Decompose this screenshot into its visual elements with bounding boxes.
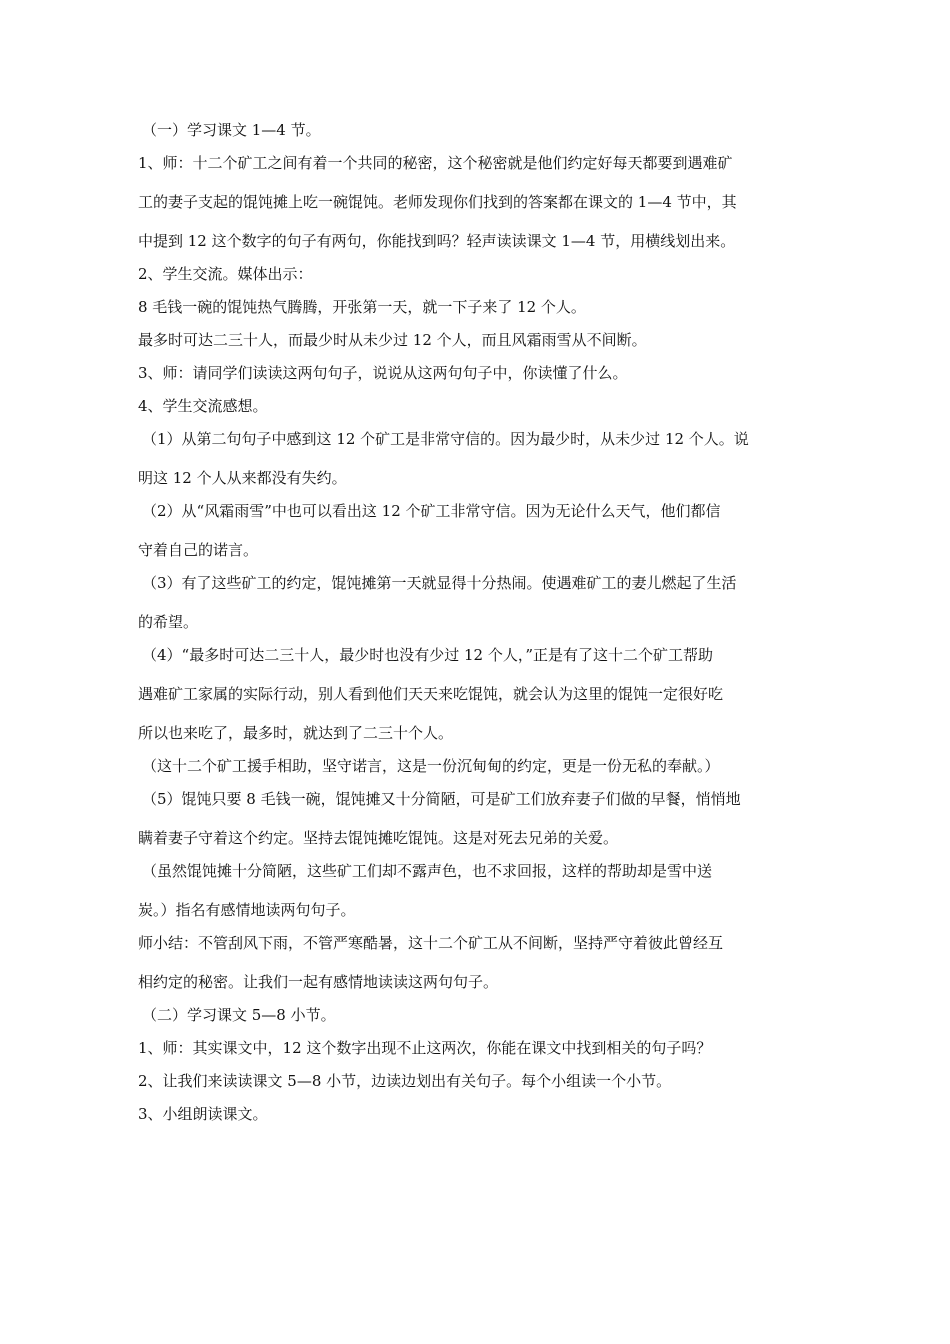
paragraph-line: （这十二个矿工援手相助，坚守诺言，这是一份沉甸甸的约定，更是一份无私的奉献。） (142, 757, 720, 775)
quoted-sentence: 最多时可达二三十人，而最少时从未少过 12 个人，而且风霜雨雪从不间断。 (138, 331, 647, 349)
paragraph-line: 炭。）指名有感情地读两句句子。 (138, 901, 356, 919)
paragraph-line: 遇难矿工家属的实际行动，别人看到他们天天来吃馄饨，就会认为这里的馄饨一定很好吃 (138, 685, 724, 703)
paragraph-line: 瞒着妻子守着这个约定。坚持去馄饨摊吃馄饨。这是对死去兄弟的关爱。 (138, 829, 619, 847)
paragraph-line: （3）有了这些矿工的约定，馄饨摊第一天就显得十分热闹。使遇难矿工的妻儿燃起了生活 (142, 574, 737, 592)
paragraph-line: 2、学生交流。媒体出示： (138, 265, 313, 283)
paragraph-line: 4、学生交流感想。 (138, 397, 268, 415)
section-heading-2: （二）学习课文 5—8 小节。 (142, 1006, 336, 1024)
paragraph-line: （4）“最多时可达二三十人，最少时也没有少过 12 个人，”正是有了这十二个矿工帮助 (142, 646, 714, 664)
paragraph-line: （5）馄饨只要 8 毛钱一碗，馄饨摊又十分简陋，可是矿工们放弃妻子们做的早餐，悄悄地 (142, 790, 741, 808)
paragraph-line: 工的妻子支起的馄饨摊上吃一碗馄饨。老师发现你们找到的答案都在课文的 1—4 节中，其 (138, 193, 737, 211)
paragraph-line: 明这 12 个人从来都没有失约。 (138, 469, 347, 487)
paragraph-line: 中提到 12 这个数字的句子有两句，你能找到吗？轻声读读课文 1—4 节，用横线划出来。 (138, 232, 736, 250)
paragraph-line: 2、让我们来读读课文 5—8 小节，边读边划出有关句子。每个小组读一个小节。 (138, 1072, 672, 1090)
paragraph-line: （1）从第二句句子中感到这 12 个矿工是非常守信的。因为最少时，从未少过 12 个人。说 (142, 430, 749, 448)
paragraph-line: 的希望。 (138, 613, 199, 631)
paragraph-line: （2）从“风霜雨雪”中也可以看出这 12 个矿工非常守信。因为无论什么天气，他们都信 (142, 502, 721, 520)
paragraph-line: 1、师：其实课文中，12 这个数字出现不止这两次，你能在课文中找到相关的句子吗？ (138, 1039, 712, 1057)
paragraph-line: 3、小组朗读课文。 (138, 1105, 268, 1123)
paragraph-line: 相约定的秘密。让我们一起有感情地读读这两句句子。 (138, 973, 499, 991)
section-heading-1: （一）学习课文 1—4 节。 (142, 121, 321, 139)
paragraph-line: 师小结：不管刮风下雨，不管严寒酷暑，这十二个矿工从不间断，坚持严守着彼此曾经互 (138, 934, 724, 952)
paragraph-line: 守着自己的诺言。 (138, 541, 259, 559)
paragraph-line: 所以也来吃了，最多时，就达到了二三十个人。 (138, 724, 454, 742)
paragraph-line: （虽然馄饨摊十分简陋，这些矿工们却不露声色，也不求回报，这样的帮助却是雪中送 (142, 862, 713, 880)
paragraph-line: 3、师：请同学们读读这两句句子，说说从这两句句子中，你读懂了什么。 (138, 364, 628, 382)
quoted-sentence: 8 毛钱一碗的馄饨热气腾腾，开张第一天，就一下子来了 12 个人。 (138, 298, 586, 316)
document-body (138, 122, 810, 1123)
paragraph-line: 1、师：十二个矿工之间有着一个共同的秘密，这个秘密就是他们约定好每天都要到遇难矿 (138, 154, 733, 172)
